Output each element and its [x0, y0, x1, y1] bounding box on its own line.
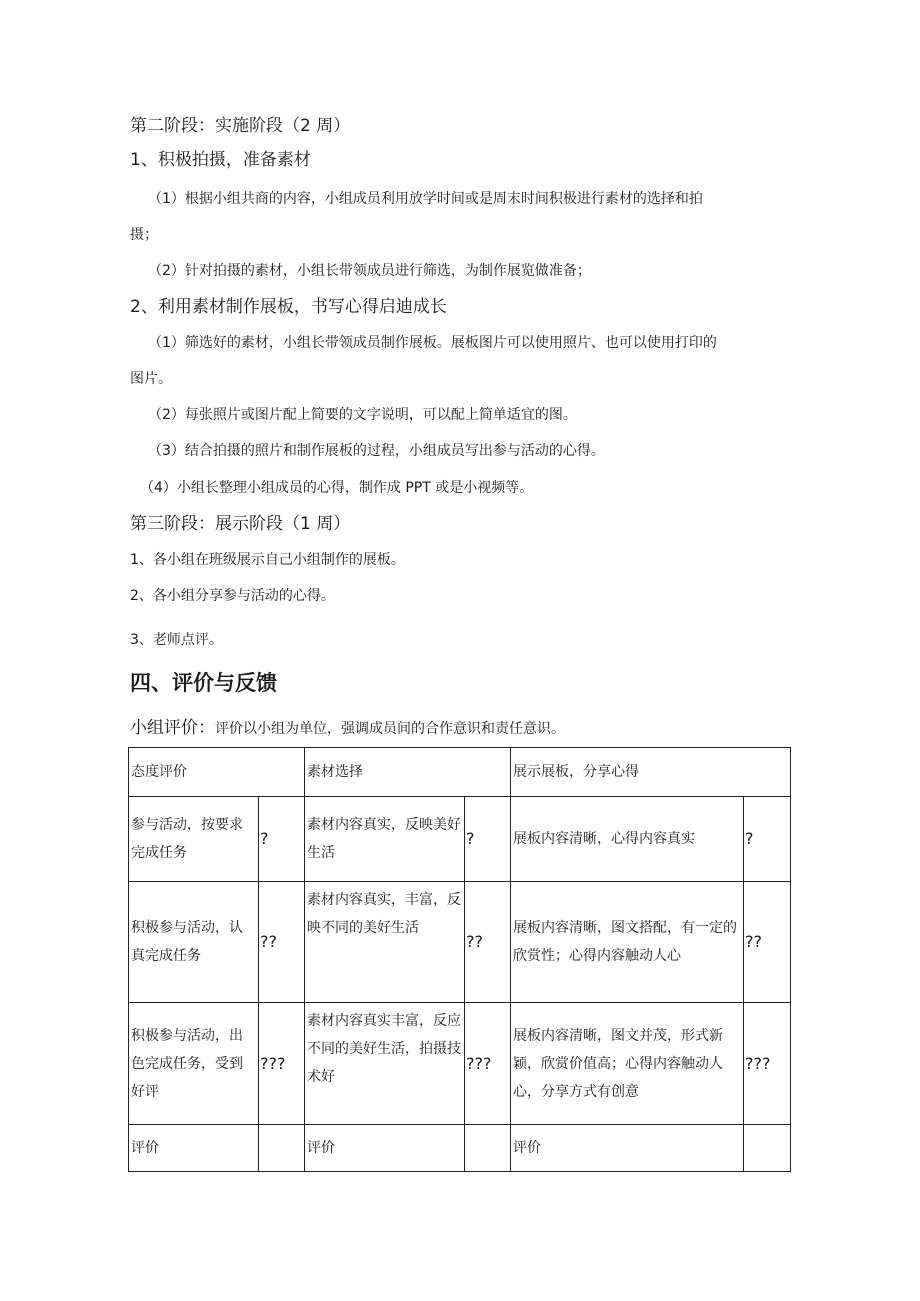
caption-label: 小组评价： [130, 718, 215, 738]
section4-heading: 四、评价与反馈 [130, 671, 277, 695]
attitude-score-label: 评价 [129, 1125, 259, 1172]
display-cell: 展板内容清晰，图文搭配，有一定的欣赏性；心得内容触动人心 [511, 882, 744, 1003]
stage3-title: 第三阶段：展示阶段（1 周） [130, 514, 351, 534]
material-mark: ??? [465, 1003, 511, 1125]
material-mark: ?? [465, 882, 511, 1003]
attitude-cell: 积极参与活动，认真完成任务 [129, 882, 259, 1003]
table-row [129, 882, 791, 1003]
material-cell: 素材内容真实，丰富，反映不同的美好生活 [305, 882, 465, 1003]
stage2-item2-para2: （2）每张照片或图片配上简要的文字说明，可以配上简单适宜的图。 [148, 407, 577, 423]
stage2-item2-para1-line2: 图片。 [130, 371, 172, 387]
stage3-item-2: 2、各小组分享参与活动的心得。 [130, 588, 335, 604]
caption-text: 评价以小组为单位，强调成员间的合作意识和责任意识。 [215, 721, 565, 737]
material-cell: 素材内容真实，反映美好生活 [305, 797, 465, 882]
header-attitude: 态度评价 [129, 748, 305, 797]
table-caption [130, 718, 565, 739]
display-mark: ? [744, 797, 791, 882]
table-row [129, 1003, 791, 1125]
stage2-title: 第二阶段：实施阶段（2 周） [130, 116, 351, 136]
stage2-item1-para1-line1: （1）根据小组共商的内容，小组成员利用放学时间或是周末时间积极进行素材的选择和拍 [148, 191, 703, 207]
stage3-item-3: 3、老师点评。 [130, 632, 223, 648]
header-material: 素材选择 [305, 748, 511, 797]
display-score-value [744, 1125, 791, 1172]
stage2-item2-para3: （3）结合拍摄的照片和制作展板的过程，小组成员写出参与活动的心得。 [148, 443, 605, 459]
stage2-item2-para1-line1: （1）筛选好的素材，小组长带领成员制作展板。展板图片可以使用照片、也可以使用打印的 [148, 335, 717, 351]
display-cell: 展板内容清晰，图文并茂，形式新颖，欣赏价值高；心得内容触动人心，分享方式有创意 [511, 1003, 744, 1125]
material-mark: ? [465, 797, 511, 882]
attitude-mark: ??? [259, 1003, 305, 1125]
table-row [129, 797, 791, 882]
display-cell: 展板内容清晰，心得内容真实 [511, 797, 744, 882]
header-display: 展示展板，分享心得 [511, 748, 791, 797]
material-score-label: 评价 [305, 1125, 465, 1172]
stage2-item2-title: 2、利用素材制作展板，书写心得启迪成长 [130, 297, 447, 317]
attitude-mark: ? [259, 797, 305, 882]
stage3-item-1: 1、各小组在班级展示自己小组制作的展板。 [130, 552, 405, 568]
table-header-row [129, 748, 791, 797]
evaluation-table [128, 747, 791, 1172]
stage2-item1-para1-line2: 摄； [130, 227, 158, 243]
display-mark: ?? [744, 882, 791, 1003]
display-score-label: 评价 [511, 1125, 744, 1172]
stage2-item2-para4: （4）小组长整理小组成员的心得，制作成 PPT 或是小视频等。 [140, 480, 534, 496]
attitude-cell: 积极参与活动，出色完成任务，受到好评 [129, 1003, 259, 1125]
table-footer-row [129, 1125, 791, 1172]
stage2-item1-para2: （2）针对拍摄的素材，小组长带领成员进行筛选，为制作展览做准备； [148, 263, 591, 279]
attitude-score-value [259, 1125, 305, 1172]
material-score-value [465, 1125, 511, 1172]
attitude-mark: ?? [259, 882, 305, 1003]
display-mark: ??? [744, 1003, 791, 1125]
stage2-item1-title: 1、积极拍摄，准备素材 [130, 150, 311, 170]
attitude-cell: 参与活动，按要求完成任务 [129, 797, 259, 882]
material-cell: 素材内容真实丰富，反应不同的美好生活，拍摄技术好 [305, 1003, 465, 1125]
